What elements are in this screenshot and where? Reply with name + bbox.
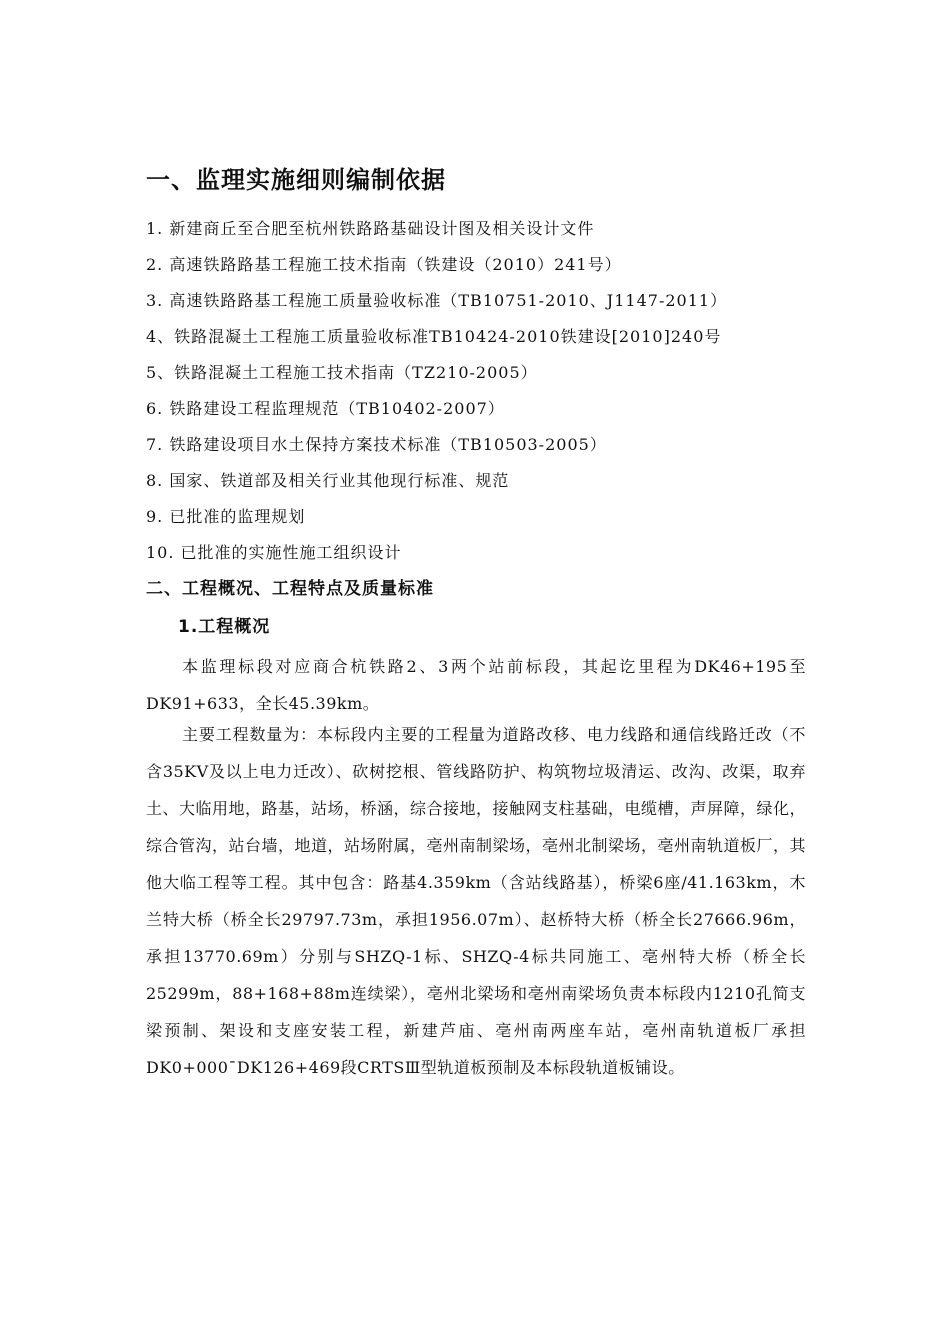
basis-item-4: 4、铁路混凝土工程施工质量验收标准TB10424-2010铁建设[2010]240号 — [146, 327, 722, 346]
overview-paragraph-1: 本监理标段对应商合杭铁路2、3两个站前标段，其起讫里程为DK46+195至DK91+633，全长45.39km。 — [146, 657, 806, 713]
basis-item-8: 8. 国家、铁道部及相关行业其他现行标准、规范 — [146, 471, 510, 490]
basis-list — [146, 214, 727, 574]
basis-item-6: 6. 铁路建设工程监理规范（TB10402-2007） — [146, 399, 505, 418]
basis-item-3: 3. 高速铁路路基工程施工质量验收标准（TB10751-2010、J1147-2011） — [146, 291, 728, 310]
basis-item-1: 1. 新建商丘至合肥至杭州铁路路基础设计图及相关设计文件 — [146, 219, 595, 238]
basis-item-10: 10. 已批准的实施性施工组织设计 — [146, 543, 402, 562]
basis-item-9: 9. 已批准的监理规划 — [146, 507, 306, 526]
section-2-heading: 二、工程概况、工程特点及质量标准 — [146, 579, 434, 599]
basis-item-7: 7. 铁路建设项目水土保持方案技术标准（TB10503-2005） — [146, 435, 607, 454]
basis-item-5: 5、铁路混凝土工程施工技术指南（TZ210-2005） — [146, 363, 538, 382]
subsection-overview-heading: 1.工程概况 — [178, 617, 271, 637]
overview-paragraph-2: 主要工程数量为：本标段内主要的工程量为道路改移、电力线路和通信线路迁改（不含35KV及以上电力迁改）、砍树挖根、管线路防护、构筑物垃圾清运、改沟、改渠，取弃土、大临用地，路基，站场，桥涵，综合接地，接触网支柱基础，电缆槽，声屏障，绿化，综合管沟，站台墙，地道，站场附属，亳州南制梁场，亳州北制梁场，亳州南轨道板厂，其他大临工程等工程。其中包含：路基4.359km（含站线路基），桥梁6座/41.163km，木兰特大桥（桥全长29797.73m，承担1956.07m）、赵桥特大桥（桥全长27666.96m，承担13770.69m）分别与SHZQ-1标、SHZQ-4标共同施工、亳州特大桥（桥全长25299m，88+168+88m连续梁），亳州北梁场和亳州南梁场负责本标段内1210孔简支梁预制、架设和支座安装工程，新建芦庙、亳州南两座车站，亳州南轨道板厂承担DK0+000¯DK126+469段CRTSⅢ型轨道板预制及本标段轨道板铺设。 — [146, 725, 807, 1077]
section-1-heading: 一、监理实施细则编制依据 — [146, 166, 446, 194]
basis-item-2: 2. 高速铁路路基工程施工技术指南（铁建设（2010）241号） — [146, 255, 622, 274]
